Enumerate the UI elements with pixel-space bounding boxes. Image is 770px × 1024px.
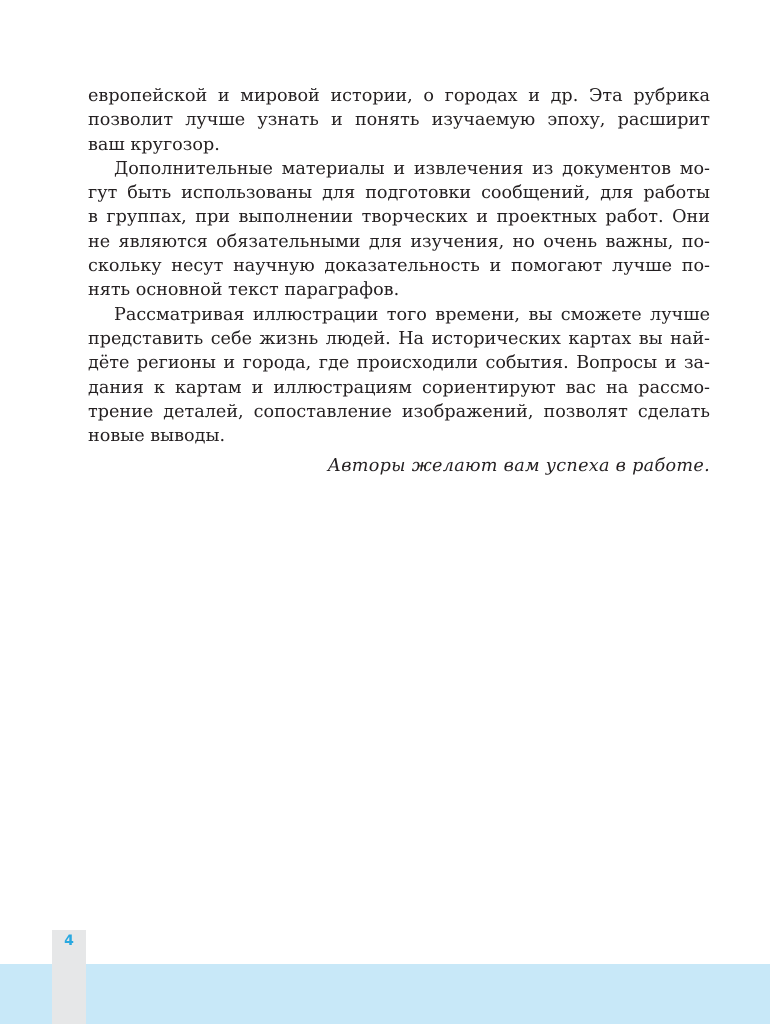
text-line: гут быть использованы для подготовки сообщений, для работы	[88, 183, 710, 204]
text-line: нять основной текст параграфов.	[88, 280, 400, 301]
text-line: трение деталей, сопоставление изображений, позволят сделать	[88, 401, 710, 422]
text-line: новые выводы.	[88, 426, 226, 447]
text-line: ваш кругозор.	[88, 134, 220, 155]
body-text	[88, 84, 710, 478]
authors-signature: Авторы желают вам успеха в работе.	[327, 456, 710, 477]
text-line: европейской и мировой истории, о городах и др. Эта рубрика	[88, 86, 710, 106]
text-line: скольку несут научную доказательность и помогают лучше по-	[88, 256, 710, 277]
footer-band	[0, 964, 770, 1024]
text-line: позволит лучше узнать и понять изучаемую эпоху, расширит	[88, 110, 710, 131]
text-line: представить себе жизнь людей. На исторических картах вы най-	[88, 328, 710, 349]
text-line: дания к картам и иллюстрациям сориентируют вас на рассмо-	[88, 377, 710, 398]
text-line: дёте регионы и города, где происходили события. Вопросы и за-	[88, 353, 710, 374]
text-line: Рассматривая иллюстрации того времени, вы сможете лучше	[114, 304, 710, 325]
text-line: не являются обязательными для изучения, но очень важны, по-	[88, 231, 710, 252]
text-line: в группах, при выполнении творческих и проектных работ. Они	[88, 207, 710, 228]
text-line: Дополнительные материалы и извлечения из документов мо-	[114, 158, 710, 179]
page-number: 4	[64, 933, 74, 949]
